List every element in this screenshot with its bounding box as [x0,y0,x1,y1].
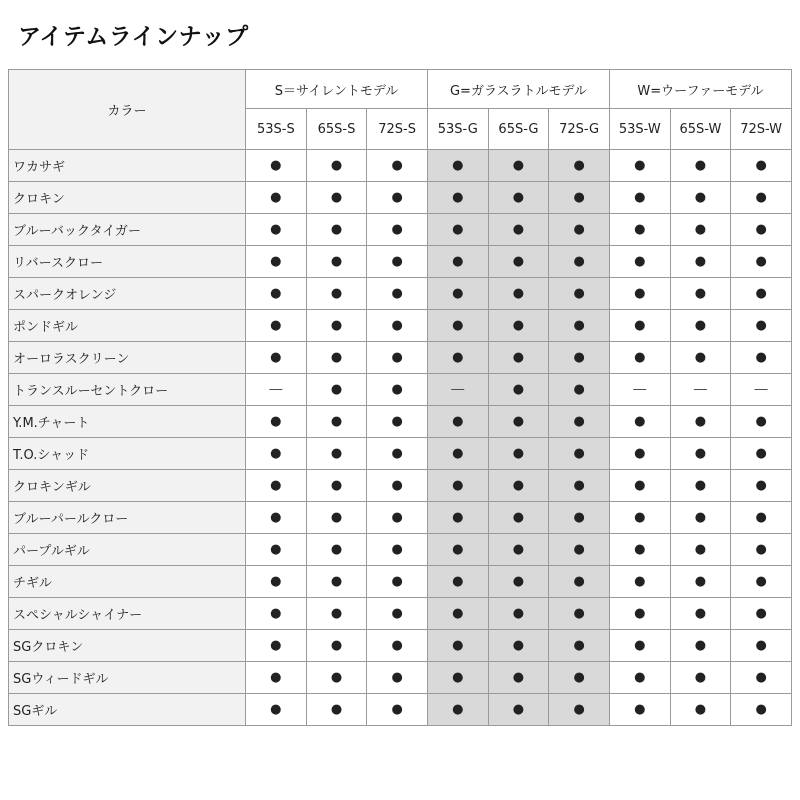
availability-cell: ● [670,502,731,534]
table-row [9,470,792,502]
availability-cell: ● [609,182,670,214]
availability-cell: ● [427,182,488,214]
availability-cell: ● [367,502,428,534]
table-row [9,694,792,726]
availability-cell: ● [549,470,610,502]
availability-cell: ● [670,566,731,598]
availability-cell: ● [488,630,549,662]
availability-cell: ● [306,214,367,246]
availability-cell: ● [549,182,610,214]
availability-cell: ● [731,630,792,662]
availability-cell: ● [731,278,792,310]
color-name-cell: オーロラスクリーン [9,342,246,374]
color-name-cell: Y.M.チャート [9,406,246,438]
table-row [9,438,792,470]
availability-cell: ● [549,534,610,566]
color-name-cell: ポンドギル [9,310,246,342]
availability-cell: ● [670,182,731,214]
availability-cell: ● [367,406,428,438]
availability-cell: ● [427,470,488,502]
availability-cell: ● [367,566,428,598]
availability-cell: ● [488,406,549,438]
availability-cell: ● [367,438,428,470]
availability-cell: ● [488,534,549,566]
table-row [9,566,792,598]
availability-cell: ● [306,470,367,502]
color-name-cell: チギル [9,566,246,598]
availability-cell: ● [367,182,428,214]
availability-cell: ● [731,534,792,566]
availability-cell: ● [731,310,792,342]
group-header-row [9,70,792,109]
availability-cell: ● [609,214,670,246]
model-header: 65S-G [488,109,549,150]
availability-cell: ● [306,694,367,726]
availability-cell: ● [246,630,307,662]
availability-cell: ● [246,502,307,534]
availability-cell: ● [670,406,731,438]
availability-cell: ● [609,534,670,566]
availability-cell: ● [488,342,549,374]
availability-cell: ● [246,182,307,214]
availability-cell: ● [367,630,428,662]
availability-cell: ● [246,470,307,502]
group-header-w: W=ウーファーモデル [609,70,791,109]
availability-cell: ● [488,246,549,278]
availability-cell: ● [609,310,670,342]
availability-cell: ● [731,502,792,534]
availability-cell: ● [306,438,367,470]
availability-cell: ● [731,214,792,246]
availability-cell: ● [609,438,670,470]
availability-cell: ● [306,662,367,694]
lineup-body [9,150,792,726]
availability-cell: ● [609,406,670,438]
lineup-table [8,69,792,726]
color-name-cell: ワカサギ [9,150,246,182]
availability-cell: ● [427,566,488,598]
availability-cell: ● [609,566,670,598]
color-column-header: カラー [9,70,246,150]
availability-cell: ● [367,246,428,278]
page-title: アイテムラインナップ [18,24,249,50]
model-header: 53S-W [609,109,670,150]
availability-cell: ● [488,150,549,182]
availability-cell: ● [367,278,428,310]
availability-cell: ● [670,662,731,694]
availability-cell: ● [488,694,549,726]
availability-cell: ● [306,150,367,182]
availability-cell: ● [488,374,549,406]
availability-cell: ● [670,694,731,726]
color-name-cell: リバースクロー [9,246,246,278]
availability-cell: ● [246,534,307,566]
availability-cell: ● [306,374,367,406]
availability-cell: ● [246,310,307,342]
table-row [9,598,792,630]
availability-cell: ● [731,182,792,214]
availability-cell: ● [488,438,549,470]
availability-cell: ● [609,342,670,374]
availability-cell: ● [306,310,367,342]
availability-cell: ● [246,342,307,374]
color-name-cell: トランスルーセントクロー [9,374,246,406]
availability-cell: ● [670,598,731,630]
color-name-cell: SGクロキン [9,630,246,662]
availability-cell: ● [488,278,549,310]
availability-cell: ● [306,278,367,310]
availability-cell: ● [609,694,670,726]
availability-cell: ● [670,246,731,278]
color-name-cell: SGウィードギル [9,662,246,694]
availability-cell: ● [306,246,367,278]
availability-cell: ― [246,374,307,406]
availability-cell: ● [609,598,670,630]
model-header: 53S-S [246,109,307,150]
availability-cell: ● [488,214,549,246]
table-row [9,150,792,182]
availability-cell: ● [427,150,488,182]
table-row [9,406,792,438]
availability-cell: ● [367,598,428,630]
availability-cell: ● [670,470,731,502]
availability-cell: ● [246,214,307,246]
availability-cell: ● [246,150,307,182]
availability-cell: ● [488,182,549,214]
availability-cell: ● [306,534,367,566]
availability-cell: ● [609,662,670,694]
availability-cell: ● [609,246,670,278]
model-header: 72S-G [549,109,610,150]
availability-cell: ● [731,598,792,630]
availability-cell: ● [427,278,488,310]
availability-cell: ● [427,534,488,566]
availability-cell: ● [367,214,428,246]
availability-cell: ● [427,246,488,278]
availability-cell: ● [549,630,610,662]
availability-cell: ● [731,662,792,694]
availability-cell: ● [306,342,367,374]
availability-cell: ● [306,566,367,598]
availability-cell: ● [549,598,610,630]
availability-cell: ● [367,662,428,694]
availability-cell: ● [306,406,367,438]
availability-cell: ● [246,662,307,694]
availability-cell: ● [731,438,792,470]
availability-cell: ● [731,342,792,374]
availability-cell: ● [549,406,610,438]
availability-cell: ● [670,278,731,310]
availability-cell: ● [609,470,670,502]
availability-cell: ● [306,502,367,534]
group-header-s: S＝サイレントモデル [246,70,428,109]
availability-cell: ● [670,214,731,246]
availability-cell: ● [549,502,610,534]
availability-cell: ● [731,694,792,726]
availability-cell: ● [427,406,488,438]
color-name-cell: SGギル [9,694,246,726]
availability-cell: ● [549,438,610,470]
availability-cell: ● [488,566,549,598]
availability-cell: ● [306,182,367,214]
color-name-cell: T.O.シャッド [9,438,246,470]
availability-cell: ● [549,310,610,342]
model-header: 65S-S [306,109,367,150]
availability-cell: ● [427,214,488,246]
availability-cell: ● [367,342,428,374]
color-name-cell: ブルーパールクロー [9,502,246,534]
availability-cell: ● [246,598,307,630]
availability-cell: ● [609,150,670,182]
availability-cell: ● [367,470,428,502]
availability-cell: ― [427,374,488,406]
availability-cell: ● [427,310,488,342]
table-row [9,214,792,246]
availability-cell: ● [246,406,307,438]
availability-cell: ● [731,470,792,502]
availability-cell: ● [246,438,307,470]
color-name-cell: パープルギル [9,534,246,566]
table-row [9,310,792,342]
availability-cell: ● [549,278,610,310]
availability-cell: ● [427,598,488,630]
availability-cell: ● [488,662,549,694]
availability-cell: ● [367,374,428,406]
table-row [9,630,792,662]
availability-cell: ● [549,246,610,278]
table-row [9,342,792,374]
availability-cell: ● [609,278,670,310]
availability-cell: ● [549,566,610,598]
table-row [9,502,792,534]
availability-cell: ● [609,502,670,534]
table-row [9,182,792,214]
availability-cell: ● [367,534,428,566]
color-name-cell: ブルーバックタイガー [9,214,246,246]
availability-cell: ● [731,406,792,438]
table-row [9,662,792,694]
availability-cell: ● [488,598,549,630]
availability-cell: ● [670,342,731,374]
availability-cell: ● [306,598,367,630]
availability-cell: ● [246,694,307,726]
availability-cell: ● [488,310,549,342]
color-name-cell: クロキン [9,182,246,214]
availability-cell: ― [609,374,670,406]
availability-cell: ● [246,566,307,598]
table-row [9,374,792,406]
availability-cell: ● [427,630,488,662]
availability-cell: ● [246,278,307,310]
availability-cell: ● [306,630,367,662]
table-row [9,278,792,310]
availability-cell: ● [427,694,488,726]
availability-cell: ● [549,662,610,694]
model-header: 53S-G [427,109,488,150]
availability-cell: ● [670,438,731,470]
group-header-g: G=ガラスラトルモデル [427,70,609,109]
availability-cell: ● [427,342,488,374]
availability-cell: ● [549,150,610,182]
availability-cell: ● [731,246,792,278]
color-name-cell: クロキンギル [9,470,246,502]
availability-cell: ● [427,438,488,470]
availability-cell: ● [367,694,428,726]
availability-cell: ● [549,342,610,374]
availability-cell: ● [609,630,670,662]
table-row [9,246,792,278]
color-name-cell: スペシャルシャイナー [9,598,246,630]
model-header: 72S-W [731,109,792,150]
availability-cell: ● [427,502,488,534]
availability-cell: ● [549,694,610,726]
availability-cell: ● [670,534,731,566]
availability-cell: ● [367,150,428,182]
availability-cell: ● [549,214,610,246]
availability-cell: ● [246,246,307,278]
availability-cell: ― [731,374,792,406]
model-header: 65S-W [670,109,731,150]
availability-cell: ● [731,150,792,182]
availability-cell: ● [488,470,549,502]
table-row [9,534,792,566]
availability-cell: ● [549,374,610,406]
availability-cell: ● [731,566,792,598]
availability-cell: ● [367,310,428,342]
availability-cell: ● [670,630,731,662]
availability-cell: ● [670,310,731,342]
availability-cell: ● [427,662,488,694]
availability-cell: ― [670,374,731,406]
availability-cell: ● [488,502,549,534]
color-name-cell: スパークオレンジ [9,278,246,310]
model-header: 72S-S [367,109,428,150]
availability-cell: ● [670,150,731,182]
